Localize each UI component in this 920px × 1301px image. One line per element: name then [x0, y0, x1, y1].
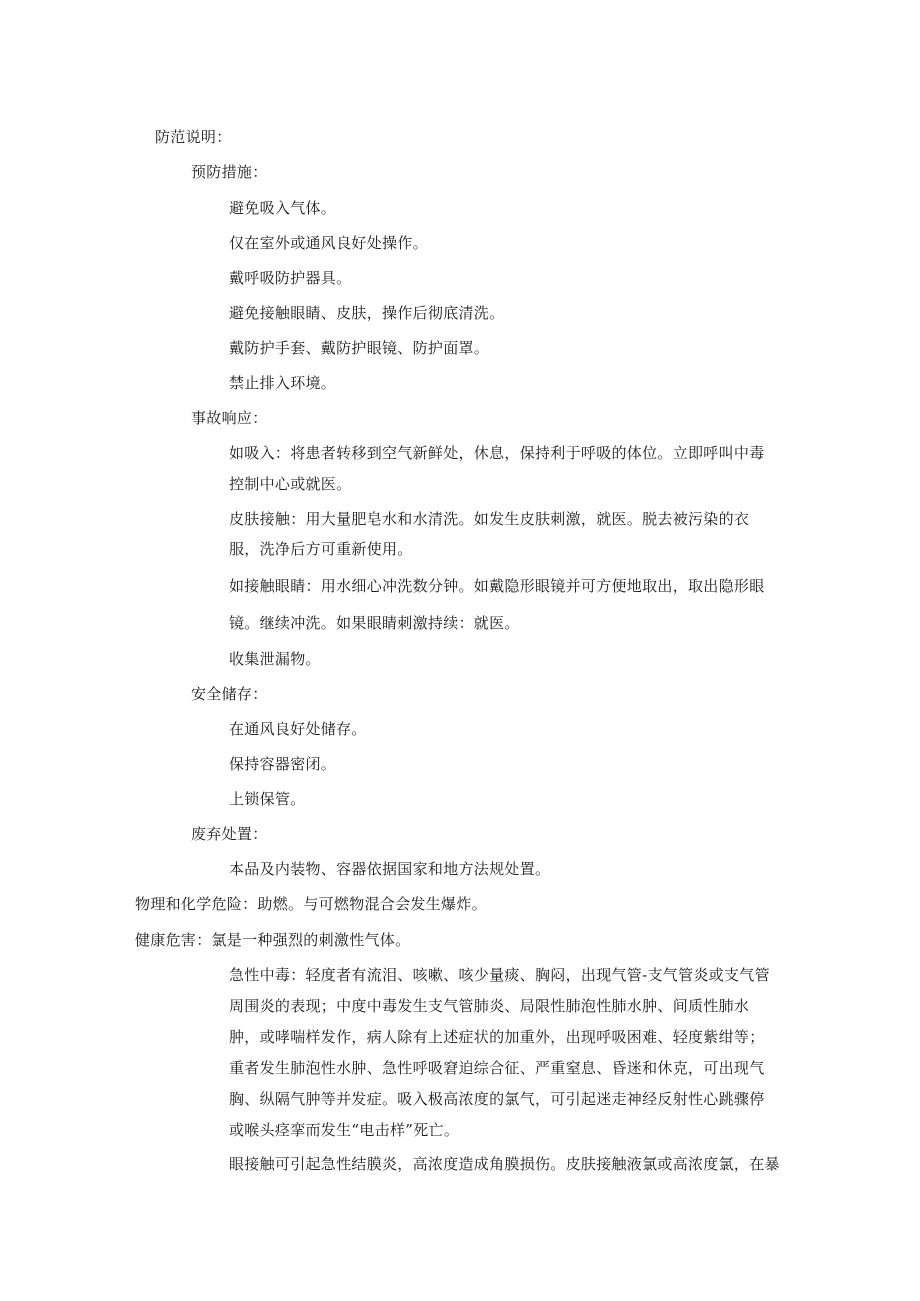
precautions-title: 防范说明： [155, 128, 232, 146]
health-hazard-intro: 健康危害：氯是一种强烈的刺激性气体。 [135, 931, 411, 949]
response-heading: 事故响应： [191, 409, 268, 427]
prevention-item: 戴防护手套、戴防护眼镜、防护面罩。 [229, 339, 490, 357]
acute-poisoning-line: 周围炎的表现；中度中毒发生支气管肺炎、局限性肺泡性肺水肿、间质性肺水 [229, 997, 750, 1015]
storage-item: 上锁保管。 [229, 790, 306, 808]
acute-poisoning-line: 急性中毒：轻度者有流泪、咳嗽、咳少量痰、胸闷，出现气管-支气管炎或支气管 [229, 966, 770, 984]
response-eyes-line: 镜。继续冲洗。如果眼睛刺激持续：就医。 [229, 614, 520, 632]
storage-item: 保持容器密闭。 [229, 755, 337, 773]
physical-chemical-hazard: 物理和化学危险：助燃。与可燃物混合会发生爆炸。 [135, 895, 487, 913]
eye-skin-contact-line: 眼接触可引起急性结膜炎，高浓度造成角膜损伤。皮肤接触液氯或高浓度氯，在暴 [229, 1155, 780, 1173]
disposal-heading: 废弃处置： [191, 825, 268, 843]
prevention-item: 避免吸入气体。 [229, 199, 337, 217]
storage-item: 在通风良好处储存。 [229, 720, 367, 738]
storage-heading: 安全储存： [191, 685, 268, 703]
acute-poisoning-line: 或喉头痉挛而发生“电击样”死亡。 [229, 1121, 460, 1139]
response-skin-line: 皮肤接触：用大量肥皂水和水清洗。如发生皮肤刺激，就医。脱去被污染的衣 [229, 510, 750, 528]
response-inhalation-line: 如吸入：将患者转移到空气新鲜处，休息，保持利于呼吸的体位。立即呼叫中毒 [229, 444, 765, 462]
response-eyes-line: 如接触眼睛：用水细心冲洗数分钟。如戴隐形眼镜并可方便地取出，取出隐形眼 [229, 577, 765, 595]
prevention-item: 仅在室外或通风良好处操作。 [229, 234, 428, 252]
prevention-item: 戴呼吸防护器具。 [229, 269, 352, 287]
prevention-heading: 预防措施： [191, 163, 268, 181]
disposal-text: 本品及内装物、容器依据国家和地方法规处置。 [229, 860, 551, 878]
prevention-item: 避免接触眼睛、皮肤，操作后彻底清洗。 [229, 304, 505, 322]
acute-poisoning-line: 重者发生肺泡性水肿、急性呼吸窘迫综合征、严重窒息、昏迷和休克，可出现气 [229, 1059, 765, 1077]
prevention-item: 禁止排入环境。 [229, 374, 337, 392]
acute-poisoning-line: 胸、纵隔气肿等并发症。吸入极高浓度的氯气，可引起迷走神经反射性心跳骤停 [229, 1090, 765, 1108]
response-inhalation-line: 控制中心或就医。 [229, 475, 352, 493]
response-spill: 收集泄漏物。 [229, 650, 321, 668]
acute-poisoning-line: 肿，或哮喘样发作，病人除有上述症状的加重外，出现呼吸困难、轻度紫绀等； [229, 1028, 765, 1046]
response-skin-line: 服，洗净后方可重新使用。 [229, 540, 413, 558]
